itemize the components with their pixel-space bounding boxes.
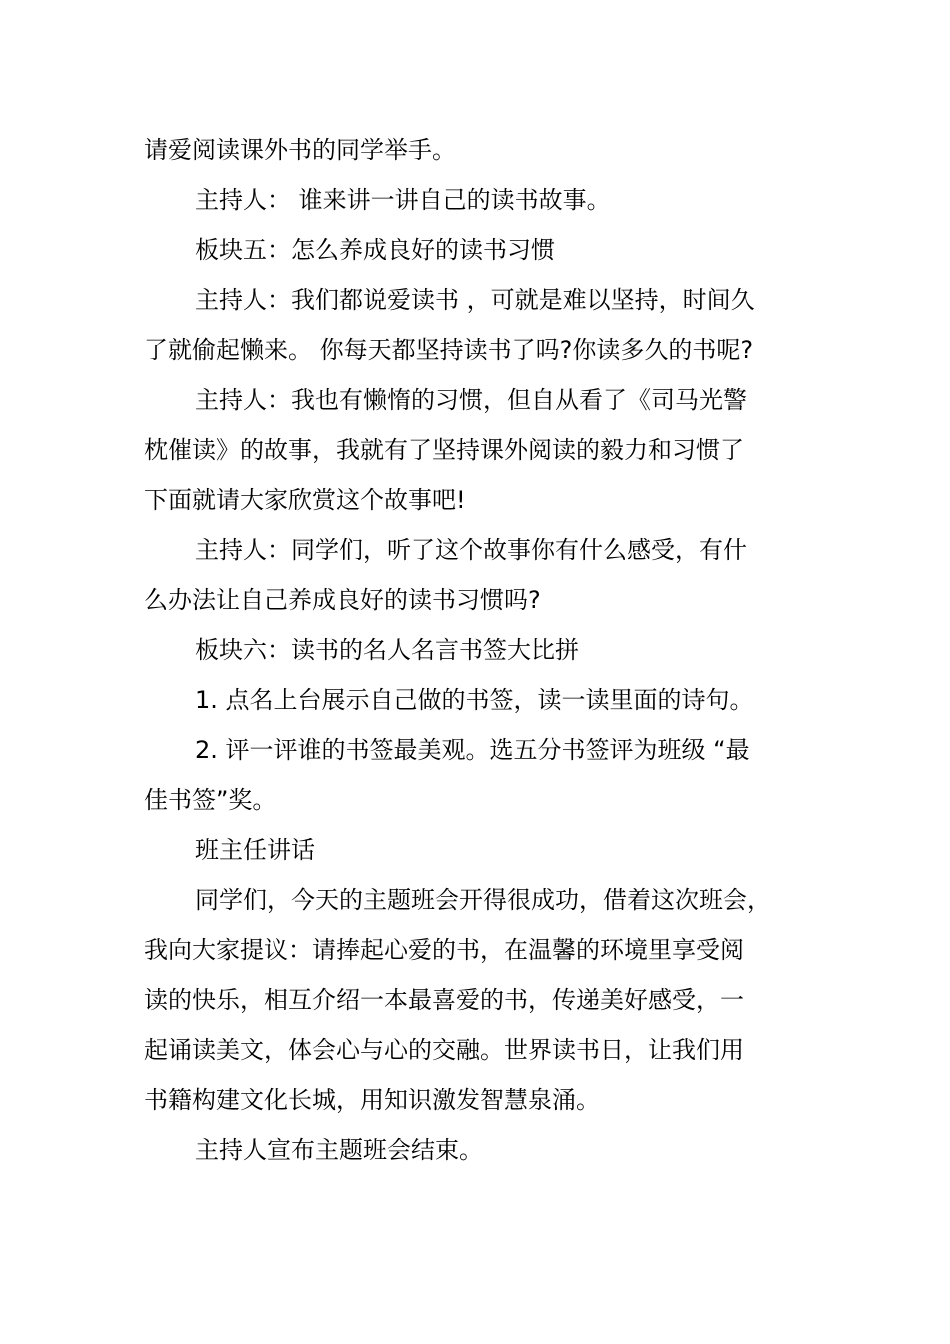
section-heading-6: 板块六：读书的名人名言书签大比拼 <box>195 636 579 664</box>
text-line-7: 枕催读》的故事，我就有了坚持课外阅读的毅力和习惯了 <box>144 436 744 464</box>
list-item-1: 1. 点名上台展示自己做的书签，读一读里面的诗句。 <box>195 686 754 714</box>
text-line-2: 主持人： 谁来讲一讲自己的读书故事。 <box>195 186 611 214</box>
text-line-20: 书籍构建文化长城，用知识激发智慧泉涌。 <box>144 1086 600 1114</box>
list-item-2: 2. 评一评谁的书签最美观。选五分书签评为班级 “最 <box>195 736 750 764</box>
section-heading-teacher: 班主任讲话 <box>195 836 315 864</box>
text-line-10: 么办法让自己养成良好的读书习惯吗? <box>144 586 541 614</box>
section-heading-5: 板块五：怎么养成良好的读书习惯 <box>195 236 555 264</box>
text-line-14: 佳书签”奖。 <box>144 786 277 814</box>
text-line-6: 主持人：我也有懒惰的习惯，但自从看了《司马光警 <box>195 386 747 414</box>
text-line-1: 请爱阅读课外书的同学举手。 <box>144 136 456 164</box>
text-line-5: 了就偷起懒来。 你每天都坚持读书了吗?你读多久的书呢? <box>144 336 754 364</box>
text-line-21: 主持人宣布主题班会结束。 <box>195 1136 483 1164</box>
text-line-19: 起诵读美文，体会心与心的交融。世界读书日，让我们用 <box>144 1036 744 1064</box>
text-line-16: 同学们，今天的主题班会开得很成功，借着这次班会， <box>195 886 771 914</box>
text-line-9: 主持人：同学们，听了这个故事你有什么感受，有什 <box>195 536 747 564</box>
text-line-4: 主持人：我们都说爱读书 ，可就是难以坚持，时间久 <box>195 286 755 314</box>
text-line-17: 我向大家提议：请捧起心爱的书，在温馨的环境里享受阅 <box>144 936 744 964</box>
text-line-18: 读的快乐，相互介绍一本最喜爱的书，传递美好感受，一 <box>144 986 744 1014</box>
text-line-8: 下面就请大家欣赏这个故事吧! <box>144 486 466 514</box>
